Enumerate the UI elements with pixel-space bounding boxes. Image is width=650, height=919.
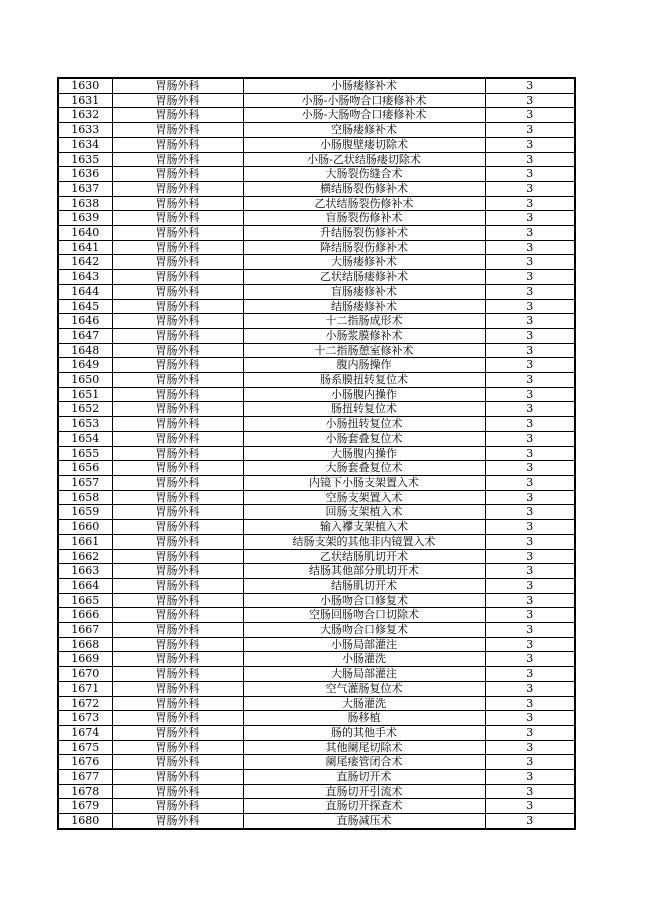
level-cell: 3	[485, 667, 575, 682]
department-cell: 胃肠外科	[112, 93, 243, 108]
row-number-cell: 1634	[58, 137, 112, 152]
procedure-name-cell: 小肠局部灌注	[243, 637, 485, 652]
level-cell: 3	[485, 505, 575, 520]
row-number-cell: 1651	[58, 387, 112, 402]
table-row	[58, 226, 575, 241]
row-number-cell: 1671	[58, 681, 112, 696]
row-number-cell: 1654	[58, 431, 112, 446]
row-number-cell: 1648	[58, 343, 112, 358]
department-cell: 胃肠外科	[112, 534, 243, 549]
procedure-name-cell: 结肠瘘修补术	[243, 299, 485, 314]
level-cell: 3	[485, 226, 575, 241]
procedure-name-cell: 小肠-小肠吻合口瘘修补术	[243, 93, 485, 108]
procedure-name-cell: 乙状结肠瘘修补术	[243, 270, 485, 285]
department-cell: 胃肠外科	[112, 623, 243, 638]
procedure-name-cell: 大肠裂伤缝合术	[243, 167, 485, 182]
level-cell: 3	[485, 93, 575, 108]
table-row	[58, 373, 575, 388]
table-row	[58, 123, 575, 138]
procedure-name-cell: 盲肠裂伤修补术	[243, 211, 485, 226]
procedure-name-cell: 肠系膜扭转复位术	[243, 373, 485, 388]
procedure-name-cell: 肠移植	[243, 711, 485, 726]
table-row	[58, 108, 575, 123]
level-cell: 3	[485, 431, 575, 446]
table-row	[58, 402, 575, 417]
table-row	[58, 725, 575, 740]
row-number-cell: 1640	[58, 226, 112, 241]
table-row	[58, 137, 575, 152]
level-cell: 3	[485, 167, 575, 182]
department-cell: 胃肠外科	[112, 78, 243, 93]
level-cell: 3	[485, 534, 575, 549]
department-cell: 胃肠外科	[112, 226, 243, 241]
level-cell: 3	[485, 784, 575, 799]
table-row	[58, 152, 575, 167]
row-number-cell: 1655	[58, 446, 112, 461]
row-number-cell: 1674	[58, 725, 112, 740]
table-row	[58, 475, 575, 490]
row-number-cell: 1665	[58, 593, 112, 608]
table-body	[58, 78, 575, 829]
table-row	[58, 314, 575, 329]
row-number-cell: 1635	[58, 152, 112, 167]
procedure-name-cell: 肠的其他手术	[243, 725, 485, 740]
department-cell: 胃肠外科	[112, 696, 243, 711]
procedure-name-cell: 小肠腹内操作	[243, 387, 485, 402]
procedure-name-cell: 横结肠裂伤修补术	[243, 181, 485, 196]
level-cell: 3	[485, 770, 575, 785]
procedure-name-cell: 结肠其他部分肌切开术	[243, 564, 485, 579]
table-row	[58, 770, 575, 785]
department-cell: 胃肠外科	[112, 446, 243, 461]
level-cell: 3	[485, 475, 575, 490]
table-row	[58, 711, 575, 726]
row-number-cell: 1672	[58, 696, 112, 711]
department-cell: 胃肠外科	[112, 328, 243, 343]
level-cell: 3	[485, 328, 575, 343]
procedure-name-cell: 小肠腹壁瘘切除术	[243, 137, 485, 152]
procedure-name-cell: 空肠回肠吻合口切除术	[243, 608, 485, 623]
procedure-name-cell: 小肠-乙状结肠瘘切除术	[243, 152, 485, 167]
table-row	[58, 417, 575, 432]
row-number-cell: 1642	[58, 255, 112, 270]
row-number-cell: 1645	[58, 299, 112, 314]
department-cell: 胃肠外科	[112, 725, 243, 740]
level-cell: 3	[485, 402, 575, 417]
department-cell: 胃肠外科	[112, 461, 243, 476]
department-cell: 胃肠外科	[112, 137, 243, 152]
table-row	[58, 284, 575, 299]
department-cell: 胃肠外科	[112, 255, 243, 270]
table-row	[58, 740, 575, 755]
table-row	[58, 667, 575, 682]
row-number-cell: 1670	[58, 667, 112, 682]
table-row	[58, 461, 575, 476]
procedure-name-cell: 阑尾瘘管闭合术	[243, 755, 485, 770]
department-cell: 胃肠外科	[112, 270, 243, 285]
table-row	[58, 578, 575, 593]
table-row	[58, 240, 575, 255]
procedure-name-cell: 直肠切开术	[243, 770, 485, 785]
procedure-name-cell: 大肠灌洗	[243, 696, 485, 711]
level-cell: 3	[485, 725, 575, 740]
level-cell: 3	[485, 108, 575, 123]
row-number-cell: 1631	[58, 93, 112, 108]
procedure-name-cell: 小肠扭转复位术	[243, 417, 485, 432]
procedure-name-cell: 空肠支架置入术	[243, 490, 485, 505]
department-cell: 胃肠外科	[112, 475, 243, 490]
table-row	[58, 623, 575, 638]
table-row	[58, 211, 575, 226]
level-cell: 3	[485, 152, 575, 167]
table-row	[58, 181, 575, 196]
department-cell: 胃肠外科	[112, 652, 243, 667]
department-cell: 胃肠外科	[112, 181, 243, 196]
department-cell: 胃肠外科	[112, 431, 243, 446]
procedure-name-cell: 直肠切开引流术	[243, 784, 485, 799]
department-cell: 胃肠外科	[112, 770, 243, 785]
level-cell: 3	[485, 284, 575, 299]
department-cell: 胃肠外科	[112, 505, 243, 520]
row-number-cell: 1638	[58, 196, 112, 211]
procedure-name-cell: 结肠肌切开术	[243, 578, 485, 593]
level-cell: 3	[485, 608, 575, 623]
procedure-name-cell: 十二指肠成形术	[243, 314, 485, 329]
table-row	[58, 608, 575, 623]
level-cell: 3	[485, 461, 575, 476]
table-row	[58, 681, 575, 696]
department-cell: 胃肠外科	[112, 740, 243, 755]
table-row	[58, 505, 575, 520]
level-cell: 3	[485, 123, 575, 138]
department-cell: 胃肠外科	[112, 343, 243, 358]
table-row	[58, 564, 575, 579]
row-number-cell: 1652	[58, 402, 112, 417]
procedure-name-cell: 升结肠裂伤修补术	[243, 226, 485, 241]
table-row	[58, 446, 575, 461]
row-number-cell: 1661	[58, 534, 112, 549]
department-cell: 胃肠外科	[112, 314, 243, 329]
level-cell: 3	[485, 549, 575, 564]
procedure-name-cell: 内镜下小肠支架置入术	[243, 475, 485, 490]
level-cell: 3	[485, 799, 575, 814]
level-cell: 3	[485, 373, 575, 388]
row-number-cell: 1669	[58, 652, 112, 667]
procedure-name-cell: 大肠局部灌注	[243, 667, 485, 682]
procedure-name-cell: 输入襻支架植入术	[243, 520, 485, 535]
procedure-name-cell: 降结肠裂伤修补术	[243, 240, 485, 255]
procedure-name-cell: 小肠浆膜修补术	[243, 328, 485, 343]
department-cell: 胃肠外科	[112, 490, 243, 505]
table-row	[58, 784, 575, 799]
row-number-cell: 1680	[58, 814, 112, 829]
procedure-name-cell: 直肠切开探查术	[243, 799, 485, 814]
table-row	[58, 549, 575, 564]
table-row	[58, 167, 575, 182]
table-row	[58, 431, 575, 446]
department-cell: 胃肠外科	[112, 784, 243, 799]
row-number-cell: 1637	[58, 181, 112, 196]
level-cell: 3	[485, 343, 575, 358]
row-number-cell: 1632	[58, 108, 112, 123]
row-number-cell: 1662	[58, 549, 112, 564]
level-cell: 3	[485, 137, 575, 152]
department-cell: 胃肠外科	[112, 152, 243, 167]
level-cell: 3	[485, 358, 575, 373]
level-cell: 3	[485, 240, 575, 255]
table-row	[58, 593, 575, 608]
level-cell: 3	[485, 211, 575, 226]
row-number-cell: 1667	[58, 623, 112, 638]
procedure-name-cell: 空气灌肠复位术	[243, 681, 485, 696]
procedure-name-cell: 十二指肠憩室修补术	[243, 343, 485, 358]
row-number-cell: 1679	[58, 799, 112, 814]
row-number-cell: 1636	[58, 167, 112, 182]
level-cell: 3	[485, 564, 575, 579]
row-number-cell: 1653	[58, 417, 112, 432]
table-row	[58, 93, 575, 108]
row-number-cell: 1657	[58, 475, 112, 490]
department-cell: 胃肠外科	[112, 711, 243, 726]
row-number-cell: 1647	[58, 328, 112, 343]
department-cell: 胃肠外科	[112, 108, 243, 123]
level-cell: 3	[485, 593, 575, 608]
table-row	[58, 814, 575, 829]
procedure-name-cell: 小肠套叠复位术	[243, 431, 485, 446]
procedure-name-cell: 大肠瘘修补术	[243, 255, 485, 270]
department-cell: 胃肠外科	[112, 667, 243, 682]
row-number-cell: 1646	[58, 314, 112, 329]
department-cell: 胃肠外科	[112, 417, 243, 432]
department-cell: 胃肠外科	[112, 520, 243, 535]
table-row	[58, 696, 575, 711]
level-cell: 3	[485, 755, 575, 770]
department-cell: 胃肠外科	[112, 799, 243, 814]
row-number-cell: 1641	[58, 240, 112, 255]
department-cell: 胃肠外科	[112, 578, 243, 593]
department-cell: 胃肠外科	[112, 608, 243, 623]
procedure-name-cell: 直肠减压术	[243, 814, 485, 829]
procedure-name-cell: 结肠支架的其他非内镜置入术	[243, 534, 485, 549]
row-number-cell: 1666	[58, 608, 112, 623]
level-cell: 3	[485, 623, 575, 638]
row-number-cell: 1650	[58, 373, 112, 388]
level-cell: 3	[485, 417, 575, 432]
row-number-cell: 1649	[58, 358, 112, 373]
procedure-name-cell: 乙状结肠裂伤修补术	[243, 196, 485, 211]
row-number-cell: 1668	[58, 637, 112, 652]
procedure-name-cell: 小肠灌洗	[243, 652, 485, 667]
row-number-cell: 1677	[58, 770, 112, 785]
procedure-name-cell: 腹内肠操作	[243, 358, 485, 373]
level-cell: 3	[485, 696, 575, 711]
department-cell: 胃肠外科	[112, 123, 243, 138]
procedure-name-cell: 空肠瘘修补术	[243, 123, 485, 138]
row-number-cell: 1658	[58, 490, 112, 505]
procedure-name-cell: 小肠吻合口修复术	[243, 593, 485, 608]
table-row	[58, 270, 575, 285]
table-row	[58, 534, 575, 549]
row-number-cell: 1675	[58, 740, 112, 755]
department-cell: 胃肠外科	[112, 358, 243, 373]
table-row	[58, 637, 575, 652]
table-row	[58, 299, 575, 314]
level-cell: 3	[485, 814, 575, 829]
row-number-cell: 1673	[58, 711, 112, 726]
department-cell: 胃肠外科	[112, 593, 243, 608]
level-cell: 3	[485, 255, 575, 270]
procedure-name-cell: 肠扭转复位术	[243, 402, 485, 417]
row-number-cell: 1678	[58, 784, 112, 799]
department-cell: 胃肠外科	[112, 814, 243, 829]
row-number-cell: 1633	[58, 123, 112, 138]
row-number-cell: 1643	[58, 270, 112, 285]
department-cell: 胃肠外科	[112, 637, 243, 652]
level-cell: 3	[485, 711, 575, 726]
table-row	[58, 196, 575, 211]
department-cell: 胃肠外科	[112, 549, 243, 564]
table-row	[58, 343, 575, 358]
level-cell: 3	[485, 314, 575, 329]
row-number-cell: 1663	[58, 564, 112, 579]
procedure-name-cell: 大肠腹内操作	[243, 446, 485, 461]
level-cell: 3	[485, 520, 575, 535]
table-row	[58, 799, 575, 814]
procedure-name-cell: 盲肠瘘修补术	[243, 284, 485, 299]
procedure-name-cell: 大肠套叠复位术	[243, 461, 485, 476]
level-cell: 3	[485, 490, 575, 505]
department-cell: 胃肠外科	[112, 387, 243, 402]
procedure-name-cell: 回肠支架植入术	[243, 505, 485, 520]
department-cell: 胃肠外科	[112, 755, 243, 770]
row-number-cell: 1664	[58, 578, 112, 593]
level-cell: 3	[485, 740, 575, 755]
procedure-name-cell: 小肠瘘修补术	[243, 78, 485, 93]
procedure-name-cell: 其他阑尾切除术	[243, 740, 485, 755]
procedures-table	[57, 77, 576, 830]
table-row	[58, 78, 575, 93]
level-cell: 3	[485, 446, 575, 461]
department-cell: 胃肠外科	[112, 564, 243, 579]
table-row	[58, 490, 575, 505]
department-cell: 胃肠外科	[112, 284, 243, 299]
table-row	[58, 358, 575, 373]
level-cell: 3	[485, 652, 575, 667]
table-row	[58, 328, 575, 343]
table-row	[58, 652, 575, 667]
level-cell: 3	[485, 196, 575, 211]
department-cell: 胃肠外科	[112, 167, 243, 182]
department-cell: 胃肠外科	[112, 240, 243, 255]
level-cell: 3	[485, 637, 575, 652]
department-cell: 胃肠外科	[112, 681, 243, 696]
procedure-name-cell: 乙状结肠肌切开术	[243, 549, 485, 564]
row-number-cell: 1676	[58, 755, 112, 770]
department-cell: 胃肠外科	[112, 402, 243, 417]
department-cell: 胃肠外科	[112, 211, 243, 226]
row-number-cell: 1659	[58, 505, 112, 520]
table-row	[58, 755, 575, 770]
procedure-name-cell: 小肠-大肠吻合口瘘修补术	[243, 108, 485, 123]
level-cell: 3	[485, 181, 575, 196]
level-cell: 3	[485, 681, 575, 696]
level-cell: 3	[485, 78, 575, 93]
table-row	[58, 255, 575, 270]
level-cell: 3	[485, 270, 575, 285]
department-cell: 胃肠外科	[112, 299, 243, 314]
procedure-name-cell: 大肠吻合口修复术	[243, 623, 485, 638]
department-cell: 胃肠外科	[112, 196, 243, 211]
department-cell: 胃肠外科	[112, 373, 243, 388]
table-row	[58, 387, 575, 402]
row-number-cell: 1644	[58, 284, 112, 299]
table-row	[58, 520, 575, 535]
row-number-cell: 1630	[58, 78, 112, 93]
row-number-cell: 1656	[58, 461, 112, 476]
row-number-cell: 1660	[58, 520, 112, 535]
level-cell: 3	[485, 299, 575, 314]
row-number-cell: 1639	[58, 211, 112, 226]
level-cell: 3	[485, 387, 575, 402]
level-cell: 3	[485, 578, 575, 593]
